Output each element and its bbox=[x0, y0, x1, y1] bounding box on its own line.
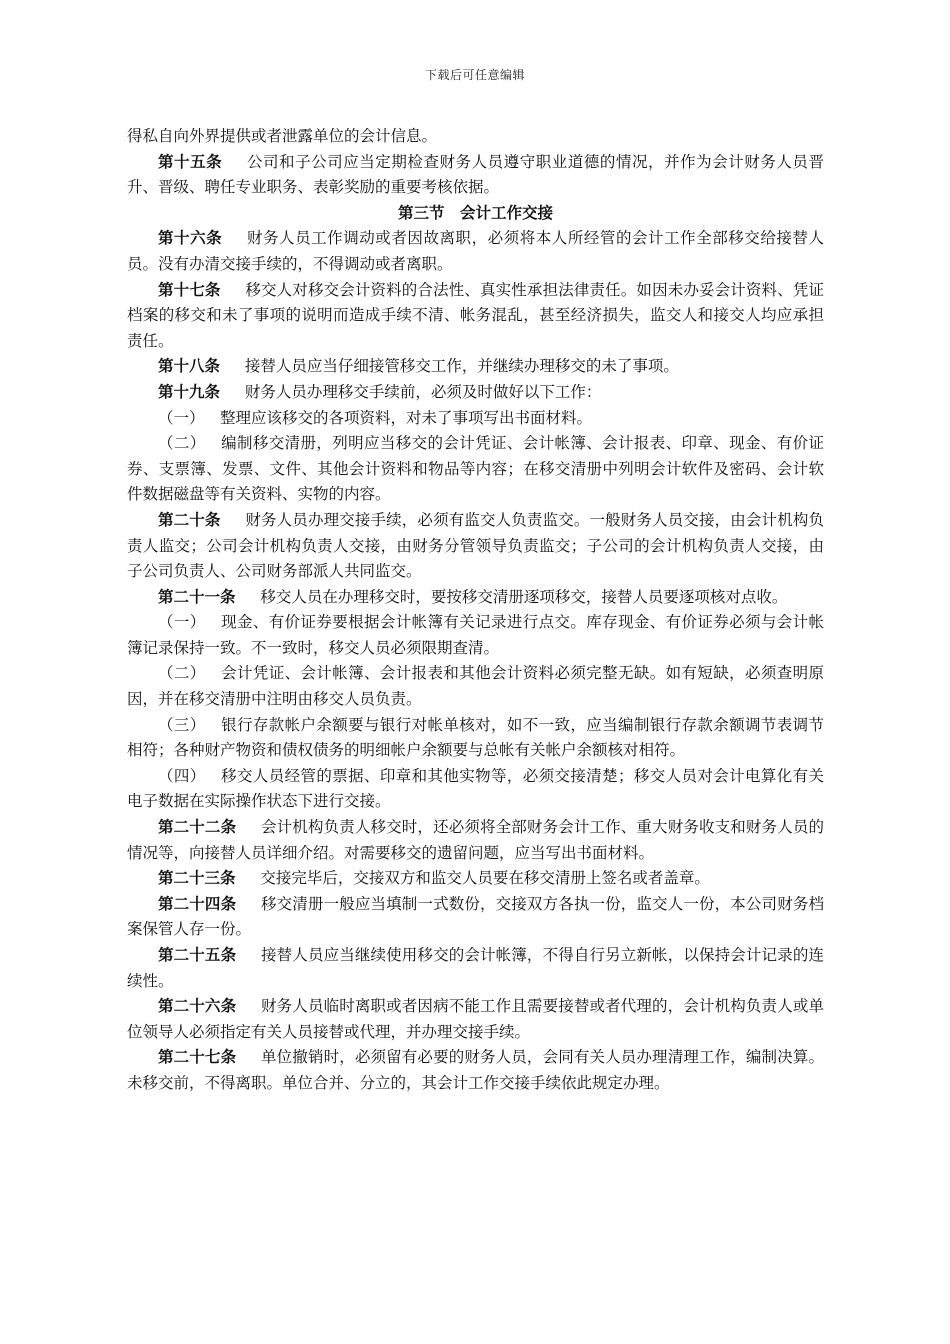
item-label: （一） bbox=[158, 613, 206, 632]
article-18 bbox=[127, 354, 824, 380]
article-16 bbox=[127, 226, 824, 277]
list-item bbox=[127, 764, 824, 815]
article-text: 财务人员办理交接手续，必须有监交人负责监交。一般财务人员交接，由会计机构负责人监交；公司会计机构负责人交接，由财务分管领导负责监交；子公司的会计机构负责人交接，由子公司负责人、公司财务部派人共同监交。 bbox=[127, 510, 824, 581]
article-text: 会计机构负责人移交时，还必须将全部财务会计工作、重大财务收支和财务人员的情况等，向接替人员详细介绍。对需要移交的遗留问题，应当写出书面材料。 bbox=[127, 818, 824, 862]
article-text: 单位撤销时，必须留有必要的财务人员，会同有关人员办理清理工作，编制决算。未移交前，不得离职。单位合并、分立的，其会计工作交接手续依此规定办理。 bbox=[127, 1048, 824, 1092]
document-body bbox=[127, 124, 824, 1097]
article-label: 第二十五条 bbox=[158, 946, 237, 964]
article-label: 第十六条 bbox=[158, 229, 223, 248]
article-text: 接替人员应当仔细接管移交工作，并继续办理移交的未了事项。 bbox=[244, 357, 679, 376]
list-item bbox=[127, 431, 824, 508]
article-label: 第二十三条 bbox=[158, 869, 236, 888]
article-text: 移交人对移交会计资料的合法性、真实性承担法律责任。如因未办妥会计资料、凭证档案的移交和未了事项的说明而造成手续不清、帐务混乱，甚至经济损失，监交人和接交人均应承担责任。 bbox=[127, 280, 824, 350]
article-label: 第十七条 bbox=[158, 280, 221, 299]
article-23 bbox=[127, 866, 824, 892]
article-label: 第二十四条 bbox=[158, 894, 237, 913]
article-label: 第二十七条 bbox=[158, 1048, 237, 1067]
item-text: 银行存款帐户余额要与银行对帐单核对，如不一致，应当编制银行存款余额调节表调节相符；各种财产物资和债权债务的明细帐户余额要与总帐有关帐户余额核对相符。 bbox=[127, 715, 824, 760]
item-text: 移交人员经管的票据、印章和其他实物等，必须交接清楚；移交人员对会计电算化有关电子数据在实际操作状态下进行交接。 bbox=[127, 766, 824, 811]
section-title: 第三节 会计工作交接 bbox=[397, 203, 553, 222]
article-26 bbox=[127, 994, 824, 1045]
item-text: 会计凭证、会计帐簿、会计报表和其他会计资料必须完整无缺。如有短缺，必须查明原因，并在移交清册中注明由移交人员负责。 bbox=[127, 664, 824, 709]
article-label: 第二十二条 bbox=[158, 818, 237, 837]
item-label: （二） bbox=[158, 664, 206, 683]
list-item bbox=[127, 610, 824, 661]
article-20 bbox=[127, 508, 824, 585]
article-24 bbox=[127, 892, 824, 943]
article-19 bbox=[127, 380, 824, 406]
list-item bbox=[127, 661, 824, 712]
article-label: 第十九条 bbox=[158, 382, 221, 401]
article-label: 第二十条 bbox=[158, 510, 221, 529]
article-25 bbox=[127, 943, 824, 994]
page-header: 下载后可任意编辑 bbox=[424, 68, 525, 82]
article-text: 移交清册一般应当填制一式数份，交接双方各执一份，监交人一份，本公司财务档案保管人存一份。 bbox=[127, 894, 824, 939]
article-text: 财务人员工作调动或者因故离职，必须将本人所经管的会计工作全部移交给接替人员。没有办清交接手续的，不得调动或者离职。 bbox=[127, 229, 824, 273]
article-text: 接替人员应当继续使用移交的会计帐簿，不得自行另立新帐，以保持会计记录的连续性。 bbox=[127, 946, 824, 990]
item-label: （二） bbox=[158, 434, 206, 453]
article-text: 交接完毕后，交接双方和监交人员要在移交清册上签名或者盖章。 bbox=[260, 869, 710, 888]
article-label: 第二十一条 bbox=[158, 587, 236, 606]
article-label: 第十八条 bbox=[158, 357, 221, 376]
article-22 bbox=[127, 815, 824, 866]
article-text: 财务人员临时离职或者因病不能工作且需要接替或者代理的，会计机构负责人或单位领导人必须指定有关人员接替或代理，并办理交接手续。 bbox=[127, 997, 824, 1041]
article-text: 公司和子公司应当定期检查财务人员遵守职业道德的情况，并作为会计财务人员晋升、晋级、聘任专业职务、表彰奖励的重要考核依据。 bbox=[127, 152, 824, 197]
item-text: 编制移交清册，列明应当移交的会计凭证、会计帐簿、会计报表、印章、现金、有价证券、支票簿、发票、文件、其他会计资料和物品等内容；在移交清册中列明会计软件及密码、会计软件数据磁盘等有关资料、实物的内容。 bbox=[127, 434, 824, 504]
article-17 bbox=[127, 278, 824, 355]
item-label: （一） bbox=[158, 408, 205, 427]
article-text: 移交人员在办理移交时，要按移交清册逐项移交，接替人员要逐项核对点收。 bbox=[260, 587, 788, 606]
article-15 bbox=[127, 150, 824, 201]
intro-paragraph: 得私自向外界提供或者泄露单位的会计信息。 bbox=[127, 127, 438, 145]
item-text: 整理应该移交的各项资料，对未了事项写出书面材料。 bbox=[220, 408, 593, 427]
article-27 bbox=[127, 1045, 824, 1096]
article-label: 第二十六条 bbox=[158, 997, 237, 1016]
list-item bbox=[127, 406, 824, 432]
item-label: （三） bbox=[158, 715, 206, 734]
item-label: （四） bbox=[158, 766, 206, 785]
list-item bbox=[127, 713, 824, 764]
article-21 bbox=[127, 585, 824, 611]
article-label: 第十五条 bbox=[158, 152, 223, 171]
article-text: 财务人员办理移交手续前，必须及时做好以下工作： bbox=[244, 382, 602, 401]
item-text: 现金、有价证券要根据会计帐簿有关记录进行点交。库存现金、有价证券必须与会计帐簿记录保持一致。不一致时，移交人员必须限期查清。 bbox=[127, 613, 824, 657]
